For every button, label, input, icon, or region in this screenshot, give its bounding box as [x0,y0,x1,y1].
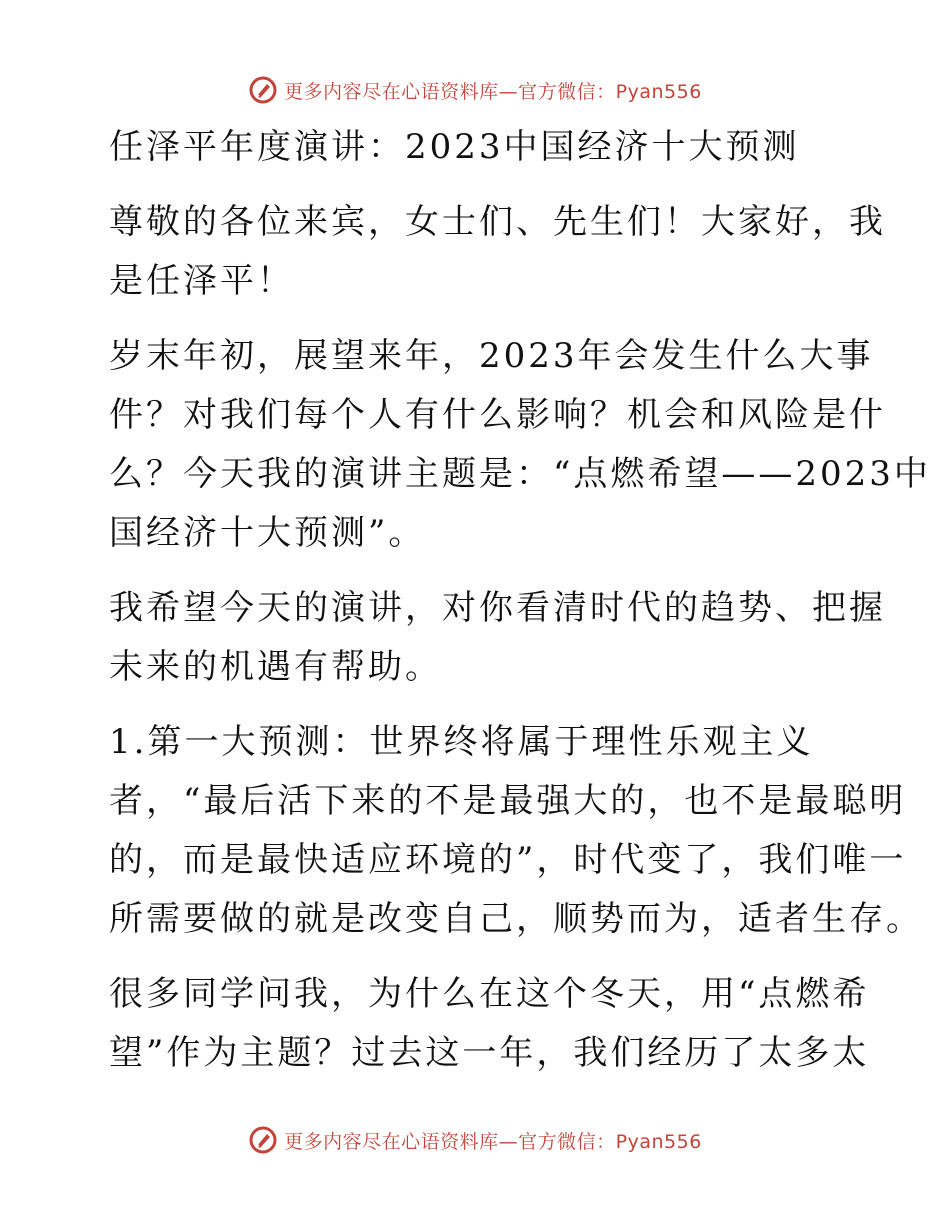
text-line: 的，而是最快适应环境的”，时代变了，我们唯一 [109,840,907,880]
intro-paragraph [97,327,931,563]
text-line: 望”作为主题？过去这一年，我们经历了太多太 [109,1033,870,1073]
text-line: 1.第一大预测：世界终将属于理性乐观主义 [109,722,814,762]
header-watermark [0,70,950,110]
text-line: 件？对我们每个人有什么影响？机会和风险是什 [109,395,886,435]
prediction-one-paragraph [97,713,923,949]
pen-nib-logo-icon [248,1125,278,1155]
text-line: 未来的机遇有帮助。 [109,647,442,687]
greeting-paragraph [97,193,886,311]
hope-paragraph [97,579,886,697]
text-line: 所需要做的就是改变自己，顺势而为，适者生存。 [109,899,923,939]
text-line: 我希望今天的演讲，对你看清时代的趋势、把握 [109,588,886,628]
document-body [97,118,931,1099]
text-line: 尊敬的各位来宾，女士们、先生们！大家好，我 [109,202,886,242]
text-line: 国经济十大预测”。 [109,513,426,553]
text-line: 任泽平年度演讲：2023中国经济十大预测 [109,127,800,167]
pen-nib-logo-icon [248,75,278,105]
document-title-paragraph [97,118,857,177]
text-line: 岁末年初，展望来年，2023年会发生什么大事 [109,336,874,376]
footer-watermark-text: 更多内容尽在心语资料库—官方微信：Pyan556 [284,1130,702,1153]
footer-watermark [0,1120,950,1160]
text-line: 者，“最后活下来的不是最强大的，也不是最聪明 [109,781,907,821]
header-watermark-text: 更多内容尽在心语资料库—官方微信：Pyan556 [284,80,702,103]
text-line: 是任泽平！ [109,261,294,301]
text-line: 么？今天我的演讲主题是：“点燃希望——2023中 [109,454,931,494]
question-paragraph [97,965,870,1083]
text-line: 很多同学问我，为什么在这个冬天，用“点燃希 [109,974,870,1014]
